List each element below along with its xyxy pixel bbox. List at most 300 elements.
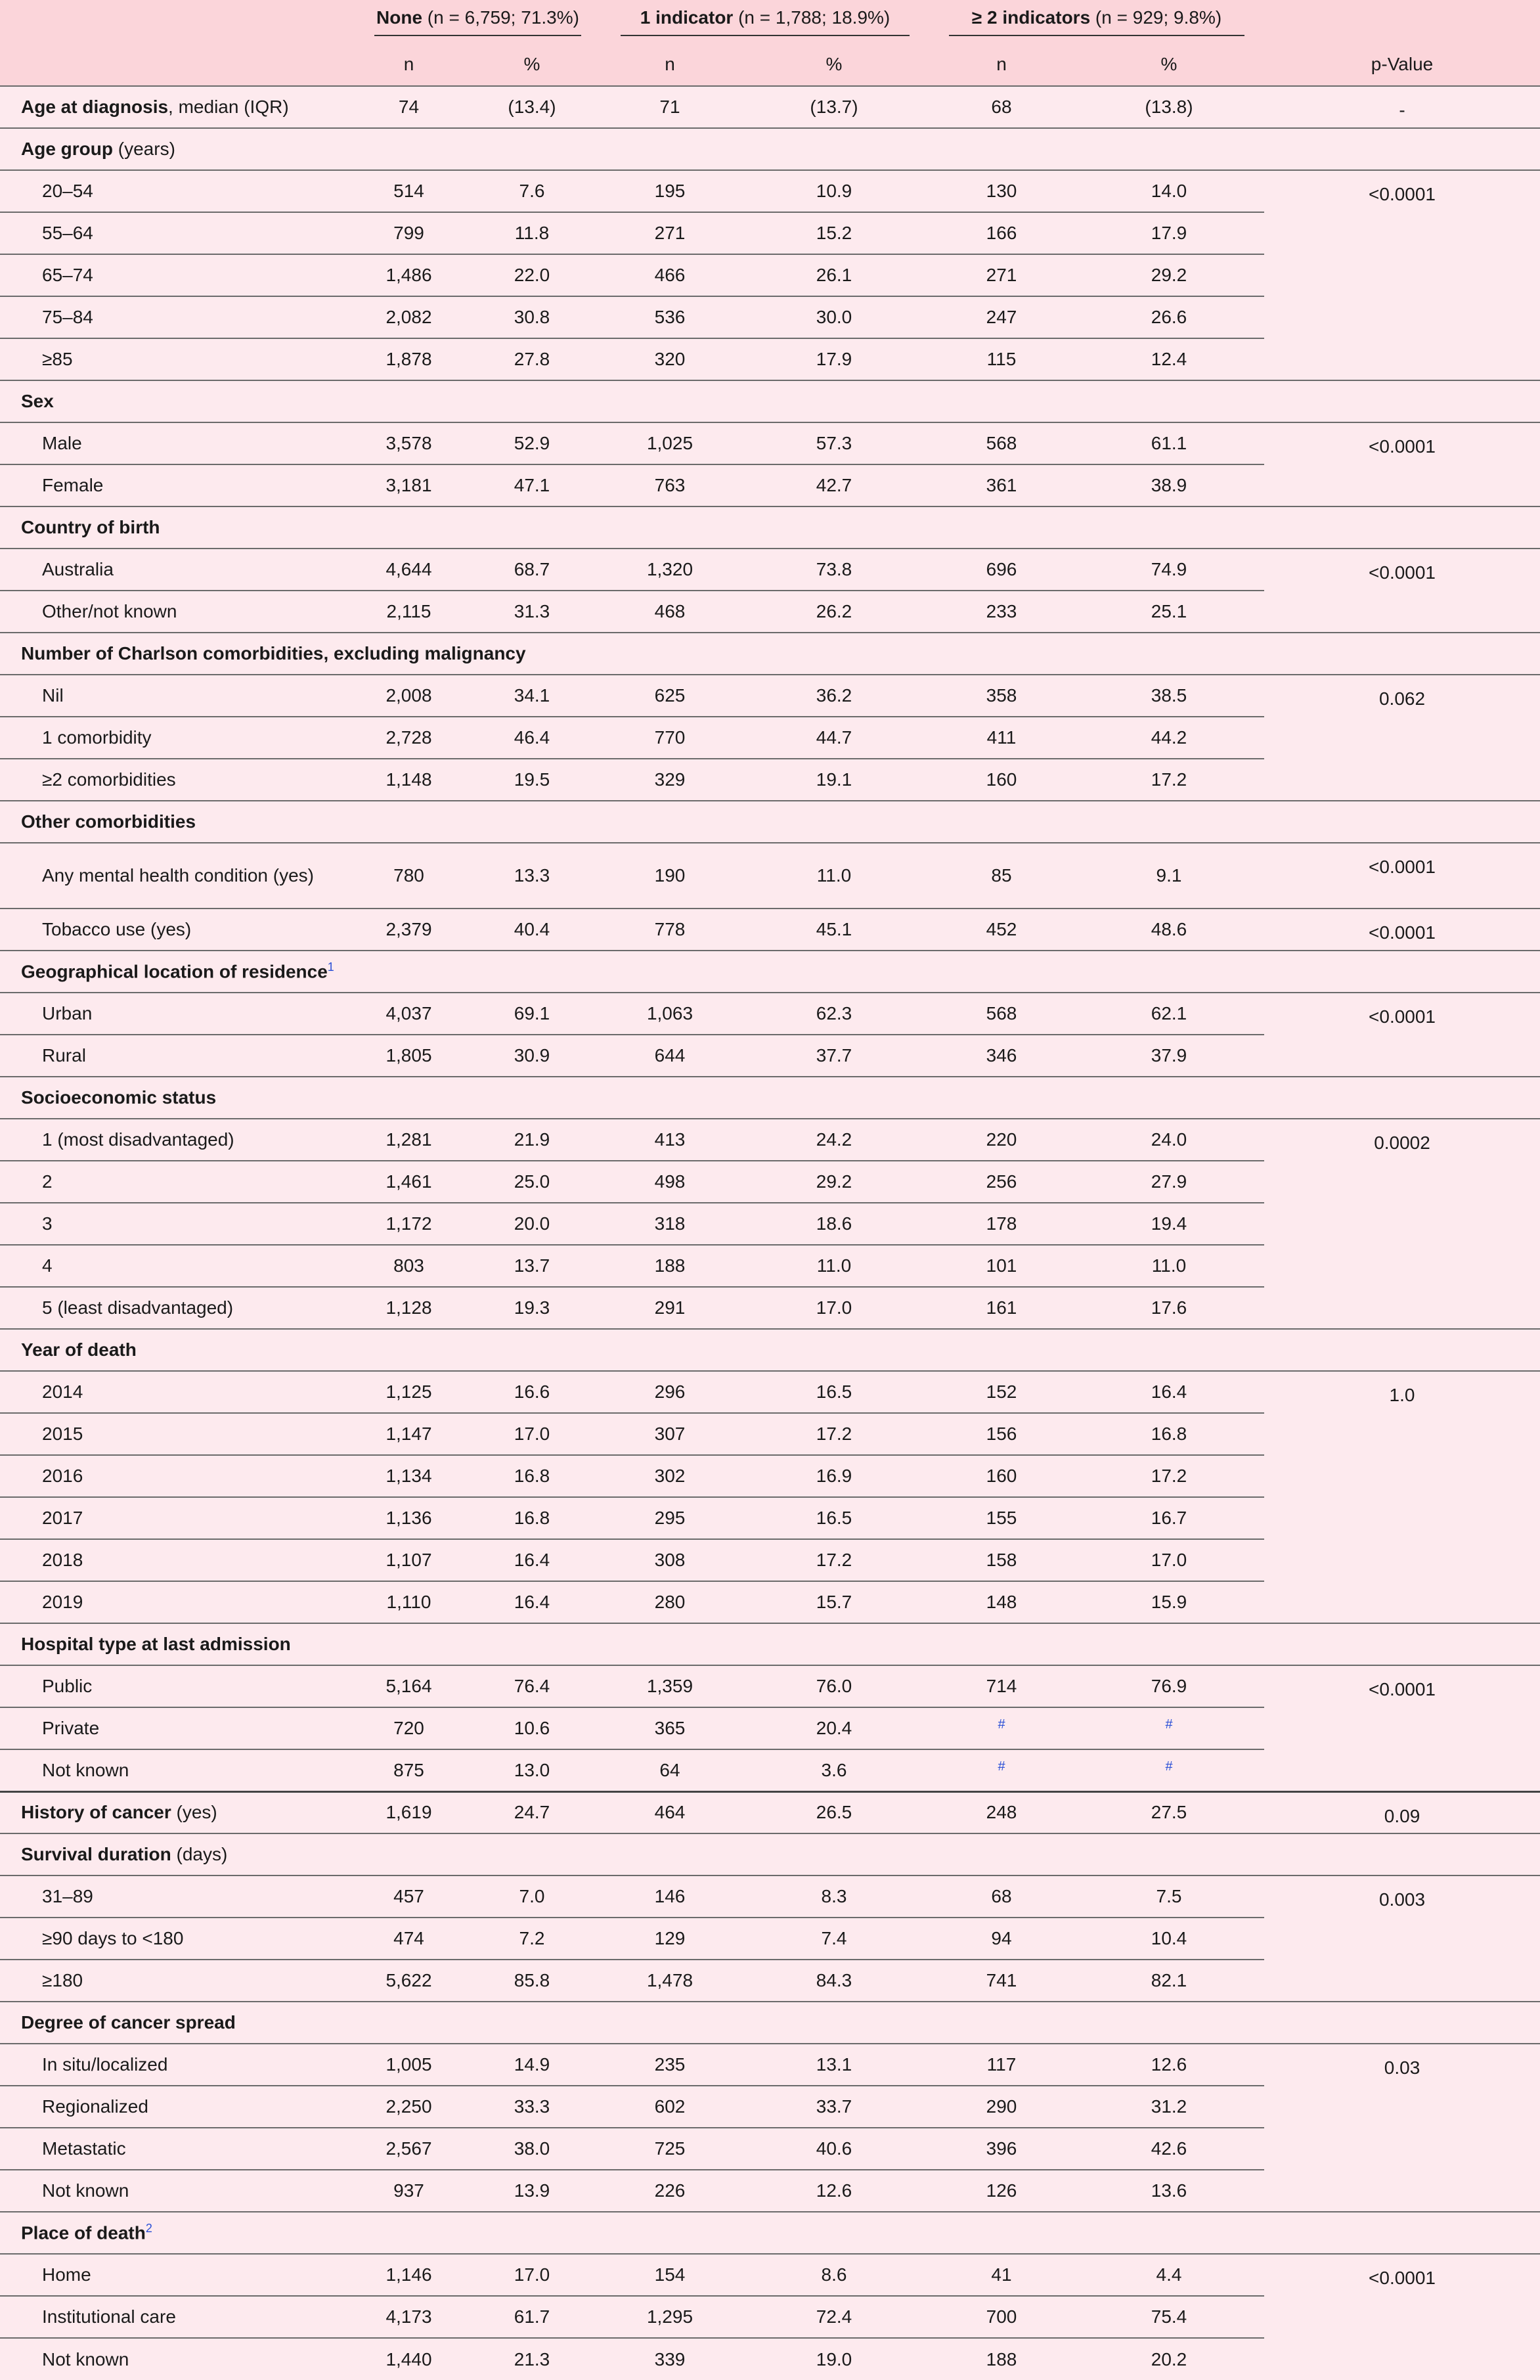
header-empty-cell <box>1264 0 1540 43</box>
row-label: Not known <box>0 2338 355 2380</box>
cell-pct: 61.7 <box>463 2296 601 2338</box>
cell-pct: 22.0 <box>463 254 601 296</box>
cell-n: 5,622 <box>355 1960 463 2002</box>
cell-n: 2,115 <box>355 591 463 633</box>
row-label: 55–64 <box>0 212 355 254</box>
cell-pct: 25.0 <box>463 1161 601 1203</box>
section-label <box>0 506 1540 549</box>
section-label <box>0 801 1540 843</box>
cell-pct: 17.2 <box>739 1539 929 1581</box>
row-label: Institutional care <box>0 2296 355 2338</box>
cell-pct: 16.5 <box>739 1371 929 1413</box>
cell-pct: 7.5 <box>1074 1875 1264 1918</box>
group-header-cell <box>601 0 929 43</box>
cell-pct: 16.6 <box>463 1371 601 1413</box>
row-label: Not known <box>0 2170 355 2212</box>
cell-n: 101 <box>929 1245 1074 1287</box>
cell-n: 130 <box>929 170 1074 212</box>
cell-n: 248 <box>929 1791 1074 1833</box>
cell-n: 741 <box>929 1960 1074 2002</box>
cell-n: 2,728 <box>355 717 463 759</box>
cell-pct: 27.9 <box>1074 1161 1264 1203</box>
cell-pct: 48.6 <box>1074 909 1264 951</box>
group-header-cell <box>355 0 601 43</box>
cell-n: 468 <box>601 591 739 633</box>
cell-n: 346 <box>929 1035 1074 1077</box>
cell-pvalue: <0.0001 <box>1264 170 1540 380</box>
cell-pct: 11.0 <box>739 1245 929 1287</box>
row-label-detail: (yes) <box>171 1802 217 1823</box>
cell-pct: 16.5 <box>739 1497 929 1539</box>
cell-pct: 34.1 <box>463 675 601 717</box>
cell-pct: 37.7 <box>739 1035 929 1077</box>
cell-pct: 3.6 <box>739 1749 929 1791</box>
cell-pct: 24.7 <box>463 1791 601 1833</box>
row-label: Australia <box>0 549 355 591</box>
footnote-marker: 2 <box>145 2222 152 2235</box>
cell-pct: 74.9 <box>1074 549 1264 591</box>
group-header-detail: (n = 929; 9.8%) <box>1090 7 1222 28</box>
row-label: 2018 <box>0 1539 355 1581</box>
cell-pct: 10.9 <box>739 170 929 212</box>
cell-n <box>929 1749 1074 1791</box>
cell-pvalue: <0.0001 <box>1264 993 1540 1077</box>
section-row <box>0 128 1540 170</box>
section-label-bold: Sex <box>21 391 54 411</box>
cell-n: 568 <box>929 422 1074 464</box>
section-label <box>0 128 1540 170</box>
cell-n: 1,107 <box>355 1539 463 1581</box>
section-row <box>0 506 1540 549</box>
row-label: Regionalized <box>0 2086 355 2128</box>
cell-n: 295 <box>601 1497 739 1539</box>
row-label: 4 <box>0 1245 355 1287</box>
suppressed-marker: # <box>1165 1759 1173 1774</box>
row-label: 2019 <box>0 1581 355 1623</box>
row-label: In situ/localized <box>0 2044 355 2086</box>
cell-pct: 13.3 <box>463 843 601 909</box>
cell-pct: 21.9 <box>463 1119 601 1161</box>
section-row <box>0 380 1540 422</box>
cell-n: 190 <box>601 843 739 909</box>
cell-pct: 8.6 <box>739 2254 929 2296</box>
row-label <box>0 1791 355 1833</box>
cell-n: 129 <box>601 1918 739 1960</box>
cell-n: 875 <box>355 1749 463 1791</box>
cell-pct: 9.1 <box>1074 843 1264 909</box>
cell-pct: (13.7) <box>739 86 929 128</box>
group-header-bold: None <box>376 7 423 28</box>
table-row <box>0 86 1540 128</box>
cell-n: 226 <box>601 2170 739 2212</box>
cell-n: 188 <box>601 1245 739 1287</box>
cell-pct: 14.0 <box>1074 170 1264 212</box>
table-row <box>0 1791 1540 1833</box>
cell-pct: (13.8) <box>1074 86 1264 128</box>
row-label: 65–74 <box>0 254 355 296</box>
cell-pct: 12.4 <box>1074 338 1264 380</box>
cell-n: 1,134 <box>355 1455 463 1497</box>
cell-pct: 76.4 <box>463 1665 601 1707</box>
cell-n: 700 <box>929 2296 1074 2338</box>
cell-n: 256 <box>929 1161 1074 1203</box>
cell-n: 1,805 <box>355 1035 463 1077</box>
cell-pct: 62.1 <box>1074 993 1264 1035</box>
table-row <box>0 1371 1540 1413</box>
row-label-bold: History of cancer <box>21 1802 171 1823</box>
cell-pct: 42.6 <box>1074 2128 1264 2170</box>
section-label <box>0 1329 1540 1371</box>
cell-n: 235 <box>601 2044 739 2086</box>
cell-n: 1,295 <box>601 2296 739 2338</box>
section-row <box>0 2002 1540 2044</box>
cell-n: 696 <box>929 549 1074 591</box>
cell-pct: 38.5 <box>1074 675 1264 717</box>
section-row <box>0 1077 1540 1119</box>
section-row <box>0 801 1540 843</box>
cell-pct: 16.9 <box>739 1455 929 1497</box>
cell-n: 85 <box>929 843 1074 909</box>
column-header-pct: % <box>1074 43 1264 86</box>
cell-n: 154 <box>601 2254 739 2296</box>
cell-pct: 17.0 <box>1074 1539 1264 1581</box>
cell-pct: 21.3 <box>463 2338 601 2380</box>
cell-n: 1,281 <box>355 1119 463 1161</box>
cell-n: 1,359 <box>601 1665 739 1707</box>
cell-pct: 75.4 <box>1074 2296 1264 2338</box>
cell-pct: 40.4 <box>463 909 601 951</box>
table-row <box>0 843 1540 909</box>
row-label: Public <box>0 1665 355 1707</box>
cell-pct: 27.5 <box>1074 1791 1264 1833</box>
section-label-bold: Hospital type at last admission <box>21 1634 291 1654</box>
row-label: Nil <box>0 675 355 717</box>
table-row <box>0 675 1540 717</box>
cell-n: 457 <box>355 1875 463 1918</box>
cell-n: 156 <box>929 1413 1074 1455</box>
cell-pct: 11.8 <box>463 212 601 254</box>
row-label <box>0 86 355 128</box>
table-row <box>0 2254 1540 2296</box>
cell-n: 1,005 <box>355 2044 463 2086</box>
cell-n: 74 <box>355 86 463 128</box>
cell-pct: 44.2 <box>1074 717 1264 759</box>
section-label-bold: Socioeconomic status <box>21 1087 217 1108</box>
cell-pct: 15.2 <box>739 212 929 254</box>
cell-n: 68 <box>929 86 1074 128</box>
cell-n: 778 <box>601 909 739 951</box>
cell-pct: 12.6 <box>739 2170 929 2212</box>
header-empty-cell <box>0 43 355 86</box>
section-label-bold: Country of birth <box>21 517 160 537</box>
column-header-n: n <box>601 43 739 86</box>
cell-pct: 16.4 <box>1074 1371 1264 1413</box>
cell-pct: 44.7 <box>739 717 929 759</box>
cell-n: 320 <box>601 338 739 380</box>
cell-pct: 46.4 <box>463 717 601 759</box>
cell-n: 41 <box>929 2254 1074 2296</box>
section-row <box>0 633 1540 675</box>
cell-pct: 18.6 <box>739 1203 929 1245</box>
cell-n: 4,644 <box>355 549 463 591</box>
cell-n: 115 <box>929 338 1074 380</box>
cell-n: 411 <box>929 717 1074 759</box>
table-row <box>0 2044 1540 2086</box>
row-label: Rural <box>0 1035 355 1077</box>
cell-pvalue: <0.0001 <box>1264 909 1540 951</box>
cell-n: 220 <box>929 1119 1074 1161</box>
cell-n: 146 <box>601 1875 739 1918</box>
cell-pct: 17.2 <box>739 1413 929 1455</box>
cell-pct: 62.3 <box>739 993 929 1035</box>
group-header-underline <box>374 7 581 36</box>
cell-pct: 38.9 <box>1074 464 1264 506</box>
group-header-cell <box>929 0 1264 43</box>
cell-pct: 16.4 <box>463 1581 601 1623</box>
cell-pvalue: <0.0001 <box>1264 1665 1540 1791</box>
cell-n: 799 <box>355 212 463 254</box>
cell-pct: 4.4 <box>1074 2254 1264 2296</box>
row-label: Tobacco use (yes) <box>0 909 355 951</box>
cell-pct: 29.2 <box>739 1161 929 1203</box>
cell-pvalue: 0.062 <box>1264 675 1540 801</box>
cell-pct: 25.1 <box>1074 591 1264 633</box>
cell-pvalue: <0.0001 <box>1264 422 1540 506</box>
cell-pct: 20.0 <box>463 1203 601 1245</box>
row-label: 2015 <box>0 1413 355 1455</box>
cell-n: 158 <box>929 1539 1074 1581</box>
cell-pct: 47.1 <box>463 464 601 506</box>
cell-n: 498 <box>601 1161 739 1203</box>
table-row <box>0 909 1540 951</box>
column-header-pct: % <box>739 43 929 86</box>
section-row <box>0 1329 1540 1371</box>
cell-pct: (13.4) <box>463 86 601 128</box>
cell-n: 329 <box>601 759 739 801</box>
cell-pct: 31.2 <box>1074 2086 1264 2128</box>
cell-pct: 19.0 <box>739 2338 929 2380</box>
cell-n: 160 <box>929 759 1074 801</box>
cell-n: 1,146 <box>355 2254 463 2296</box>
cell-pct: 7.6 <box>463 170 601 212</box>
cell-n: 2,379 <box>355 909 463 951</box>
cell-pct: 13.1 <box>739 2044 929 2086</box>
cell-pct: 8.3 <box>739 1875 929 1918</box>
header-row-columns <box>0 43 1540 86</box>
cell-n: 94 <box>929 1918 1074 1960</box>
cell-pct: 20.4 <box>739 1707 929 1749</box>
row-label: Private <box>0 1707 355 1749</box>
cell-pct: 16.4 <box>463 1539 601 1581</box>
cell-n <box>929 1707 1074 1749</box>
section-row <box>0 1833 1540 1875</box>
section-label-bold: Degree of cancer spread <box>21 2012 236 2032</box>
cell-pct: 13.9 <box>463 2170 601 2212</box>
cell-n: 1,320 <box>601 549 739 591</box>
cell-n: 602 <box>601 2086 739 2128</box>
cell-n: 233 <box>929 591 1074 633</box>
cell-pct: 73.8 <box>739 549 929 591</box>
cell-n: 536 <box>601 296 739 338</box>
row-label-detail: , median (IQR) <box>168 97 289 117</box>
cell-pct: 38.0 <box>463 2128 601 2170</box>
column-header-n: n <box>929 43 1074 86</box>
section-label-detail: (years) <box>113 139 175 159</box>
cell-n: 714 <box>929 1665 1074 1707</box>
cell-pvalue: <0.0001 <box>1264 2254 1540 2380</box>
cell-n: 625 <box>601 675 739 717</box>
row-label: ≥90 days to <180 <box>0 1918 355 1960</box>
cell-pct: 72.4 <box>739 2296 929 2338</box>
cell-pct: 27.8 <box>463 338 601 380</box>
column-header-n: n <box>355 43 463 86</box>
cell-pct: 16.8 <box>1074 1413 1264 1455</box>
cell-pct: 16.7 <box>1074 1497 1264 1539</box>
cell-n: 644 <box>601 1035 739 1077</box>
cell-n: 514 <box>355 170 463 212</box>
cell-pct: 76.9 <box>1074 1665 1264 1707</box>
cell-pct: 30.8 <box>463 296 601 338</box>
cell-n: 271 <box>601 212 739 254</box>
row-label: Female <box>0 464 355 506</box>
cell-n: 3,181 <box>355 464 463 506</box>
section-label-bold: Survival duration <box>21 1844 171 1864</box>
group-header-detail: (n = 6,759; 71.3%) <box>422 7 579 28</box>
cell-pvalue: 0.09 <box>1264 1791 1540 1833</box>
section-label-bold: Number of Charlson comorbidities, excluding malignancy <box>21 643 526 663</box>
cell-pct: 13.6 <box>1074 2170 1264 2212</box>
cell-pct <box>1074 1707 1264 1749</box>
table-row <box>0 422 1540 464</box>
cell-n: 161 <box>929 1287 1074 1329</box>
cell-n: 1,025 <box>601 422 739 464</box>
cell-pct: 61.1 <box>1074 422 1264 464</box>
group-header-underline <box>621 7 910 36</box>
row-label: 2 <box>0 1161 355 1203</box>
group-header-bold: 1 indicator <box>640 7 734 28</box>
section-label-bold: Other comorbidities <box>21 811 196 832</box>
row-label: 2014 <box>0 1371 355 1413</box>
cell-pct: 24.2 <box>739 1119 929 1161</box>
cell-n: 296 <box>601 1371 739 1413</box>
row-label: 5 (least disadvantaged) <box>0 1287 355 1329</box>
table-row <box>0 1665 1540 1707</box>
cell-n: 64 <box>601 1749 739 1791</box>
cell-pvalue: 1.0 <box>1264 1371 1540 1623</box>
cell-n: 770 <box>601 717 739 759</box>
cell-pct: 52.9 <box>463 422 601 464</box>
cell-n: 247 <box>929 296 1074 338</box>
cell-pct: 17.2 <box>1074 759 1264 801</box>
header-empty-cell <box>0 0 355 43</box>
row-label: Not known <box>0 1749 355 1791</box>
cell-pct: 30.0 <box>739 296 929 338</box>
section-label <box>0 2002 1540 2044</box>
section-label-bold: Place of death <box>21 2222 146 2243</box>
cell-pct: 12.6 <box>1074 2044 1264 2086</box>
row-label: Male <box>0 422 355 464</box>
cell-pct: 24.0 <box>1074 1119 1264 1161</box>
cell-n: 148 <box>929 1581 1074 1623</box>
cell-n: 358 <box>929 675 1074 717</box>
cell-n: 302 <box>601 1455 739 1497</box>
cell-pct: 31.3 <box>463 591 601 633</box>
section-row <box>0 951 1540 993</box>
cell-pct: 68.7 <box>463 549 601 591</box>
cell-pct: 33.7 <box>739 2086 929 2128</box>
cell-n: 280 <box>601 1581 739 1623</box>
cell-pct: 13.0 <box>463 1749 601 1791</box>
cell-pct: 20.2 <box>1074 2338 1264 2380</box>
row-label: 20–54 <box>0 170 355 212</box>
cell-n: 365 <box>601 1707 739 1749</box>
row-label: Other/not known <box>0 591 355 633</box>
cell-n: 2,082 <box>355 296 463 338</box>
group-header-detail: (n = 1,788; 18.9%) <box>733 7 891 28</box>
cell-n: 4,173 <box>355 2296 463 2338</box>
cell-n: 5,164 <box>355 1665 463 1707</box>
cell-n: 1,147 <box>355 1413 463 1455</box>
row-label: ≥2 comorbidities <box>0 759 355 801</box>
section-label-detail: (days) <box>171 1844 228 1864</box>
cell-n: 166 <box>929 212 1074 254</box>
cell-n: 1,125 <box>355 1371 463 1413</box>
cell-pvalue: 0.003 <box>1264 1875 1540 2002</box>
cell-n: 1,878 <box>355 338 463 380</box>
cell-n: 160 <box>929 1455 1074 1497</box>
cell-n: 3,578 <box>355 422 463 464</box>
row-label: Home <box>0 2254 355 2296</box>
cell-n: 271 <box>929 254 1074 296</box>
row-label: 1 comorbidity <box>0 717 355 759</box>
cell-pvalue: - <box>1264 86 1540 128</box>
cell-n: 126 <box>929 2170 1074 2212</box>
column-header-pct: % <box>463 43 601 86</box>
cell-n: 308 <box>601 1539 739 1581</box>
cell-pct: 33.3 <box>463 2086 601 2128</box>
cell-pct: 19.3 <box>463 1287 601 1329</box>
group-header-underline <box>949 7 1244 36</box>
cell-pct: 7.0 <box>463 1875 601 1918</box>
row-label: 2017 <box>0 1497 355 1539</box>
cell-pct: 7.4 <box>739 1918 929 1960</box>
cell-pct: 26.2 <box>739 591 929 633</box>
table-row <box>0 993 1540 1035</box>
cell-n: 1,461 <box>355 1161 463 1203</box>
cell-pct: 16.8 <box>463 1455 601 1497</box>
cell-pct: 45.1 <box>739 909 929 951</box>
cell-pct: 29.2 <box>1074 254 1264 296</box>
cell-pct: 57.3 <box>739 422 929 464</box>
cell-n: 413 <box>601 1119 739 1161</box>
cell-pct: 16.8 <box>463 1497 601 1539</box>
cell-n: 725 <box>601 2128 739 2170</box>
cell-pvalue: 0.0002 <box>1264 1119 1540 1329</box>
cell-pct: 13.7 <box>463 1245 601 1287</box>
table-row <box>0 170 1540 212</box>
cell-n: 1,172 <box>355 1203 463 1245</box>
cell-pct: 17.6 <box>1074 1287 1264 1329</box>
cell-pct: 17.0 <box>463 2254 601 2296</box>
cell-pct: 10.4 <box>1074 1918 1264 1960</box>
cell-n: 291 <box>601 1287 739 1329</box>
cell-pct <box>1074 1749 1264 1791</box>
cell-n: 474 <box>355 1918 463 1960</box>
header-row-groups <box>0 0 1540 43</box>
suppressed-marker: # <box>1165 1717 1173 1732</box>
row-label: ≥180 <box>0 1960 355 2002</box>
cell-n: 1,478 <box>601 1960 739 2002</box>
